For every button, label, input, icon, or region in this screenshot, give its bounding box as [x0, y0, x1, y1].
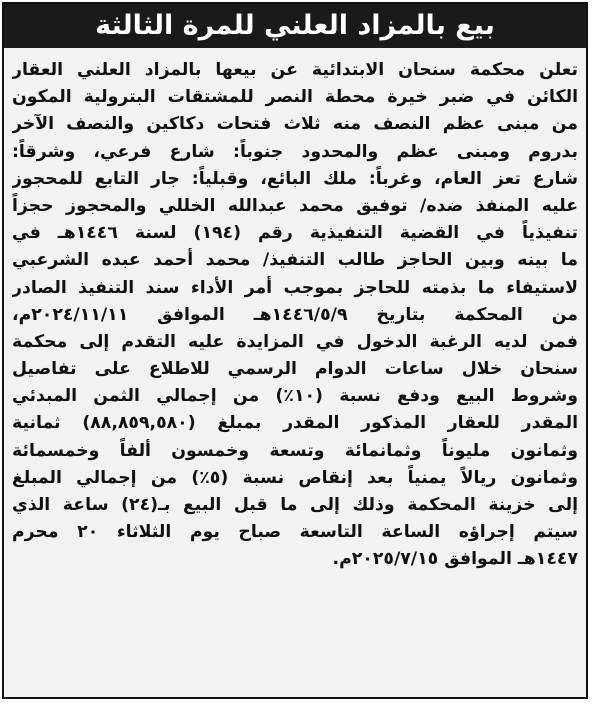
notice-line: ما بينه وبين الحاجز طالب التنفيذ/ محمد أحمد عبده الشرعبي [12, 250, 578, 271]
notice-line: الكائن في ضبر خيرة محطة النصر للمشتقات البترولية المكون [12, 87, 578, 108]
notice-line: سنحان خلال ساعات الدوام الرسمي للاطلاع على تفاصيل [12, 359, 578, 380]
notice-line: وثمانون مليوناً وثمانمائة وتسعة وخمسون ألفاً وخمسمائة [12, 440, 578, 461]
auction-notice [2, 2, 588, 699]
notice-line: تعلن محكمة سنحان الابتدائية عن بيعها بالمزاد العلني العقار [12, 60, 578, 80]
notice-line: سيتم إجراؤه الساعة التاسعة صباح يوم الثلاثاء ٢٠ محرم [12, 522, 578, 543]
notice-body [12, 57, 578, 574]
notice-line: فمن لديه الرغبة الدخول في المزايدة عليه التقدم إلى محكمة [12, 331, 578, 352]
notice-line: من المحكمة بتاريخ ١٤٤٦/٥/٩هـ الموافق ٢٠٢٤/١١/١١م، [12, 304, 578, 325]
notice-line: إلى خزينة المحكمة وذلك إلى ما قبل البيع بـ(٢٤) ساعة الذي [12, 495, 578, 515]
notice-line: وشروط البيع ودفع نسبة (١٠٪) من إجمالي الثمن المبدئي [12, 386, 578, 407]
title-bar [4, 4, 586, 48]
notice-line: ١٤٤٧هـ الموافق ٢٠٢٥/٧/١٥م. [332, 549, 578, 570]
notice-line: من مبنى عظم النصف منه ثلاث فتحات دكاكين والنصف الآخر [12, 114, 578, 135]
notice-title: بيع بالمزاد العلني للمرة الثالثة [95, 10, 495, 41]
notice-line: لاستيفاء ما بذمته للحاجز بموجب أمر الأداء سند التنفيذ الصادر [12, 277, 578, 298]
notice-line: شارع تعز العام، وغرباً: ملك البائع، وقبلياً: جار التابع للمحجوز [12, 168, 578, 189]
notice-line: المقدر للعقار المذكور المقدر بمبلغ (٨٨,٨٥٩,٥٨٠) ثمانية [12, 413, 578, 434]
notice-line: عليه المنفذ ضده/ توفيق محمد عبدالله الخللي والمحجوز حجزاً [12, 195, 578, 216]
notice-line: وثمانون ريالاً يمنياً بعد إنقاص نسبة (٥٪) من إجمالي المبلغ [12, 467, 578, 488]
notice-line: تنفيذياً في القضية التنفيذية رقم (١٩٤) لسنة ١٤٤٦هـ في [12, 223, 578, 244]
notice-line: بدروم ومبنى عظم والمحدود جنوباً: شارع فرعي، وشرقاً: [12, 141, 578, 162]
